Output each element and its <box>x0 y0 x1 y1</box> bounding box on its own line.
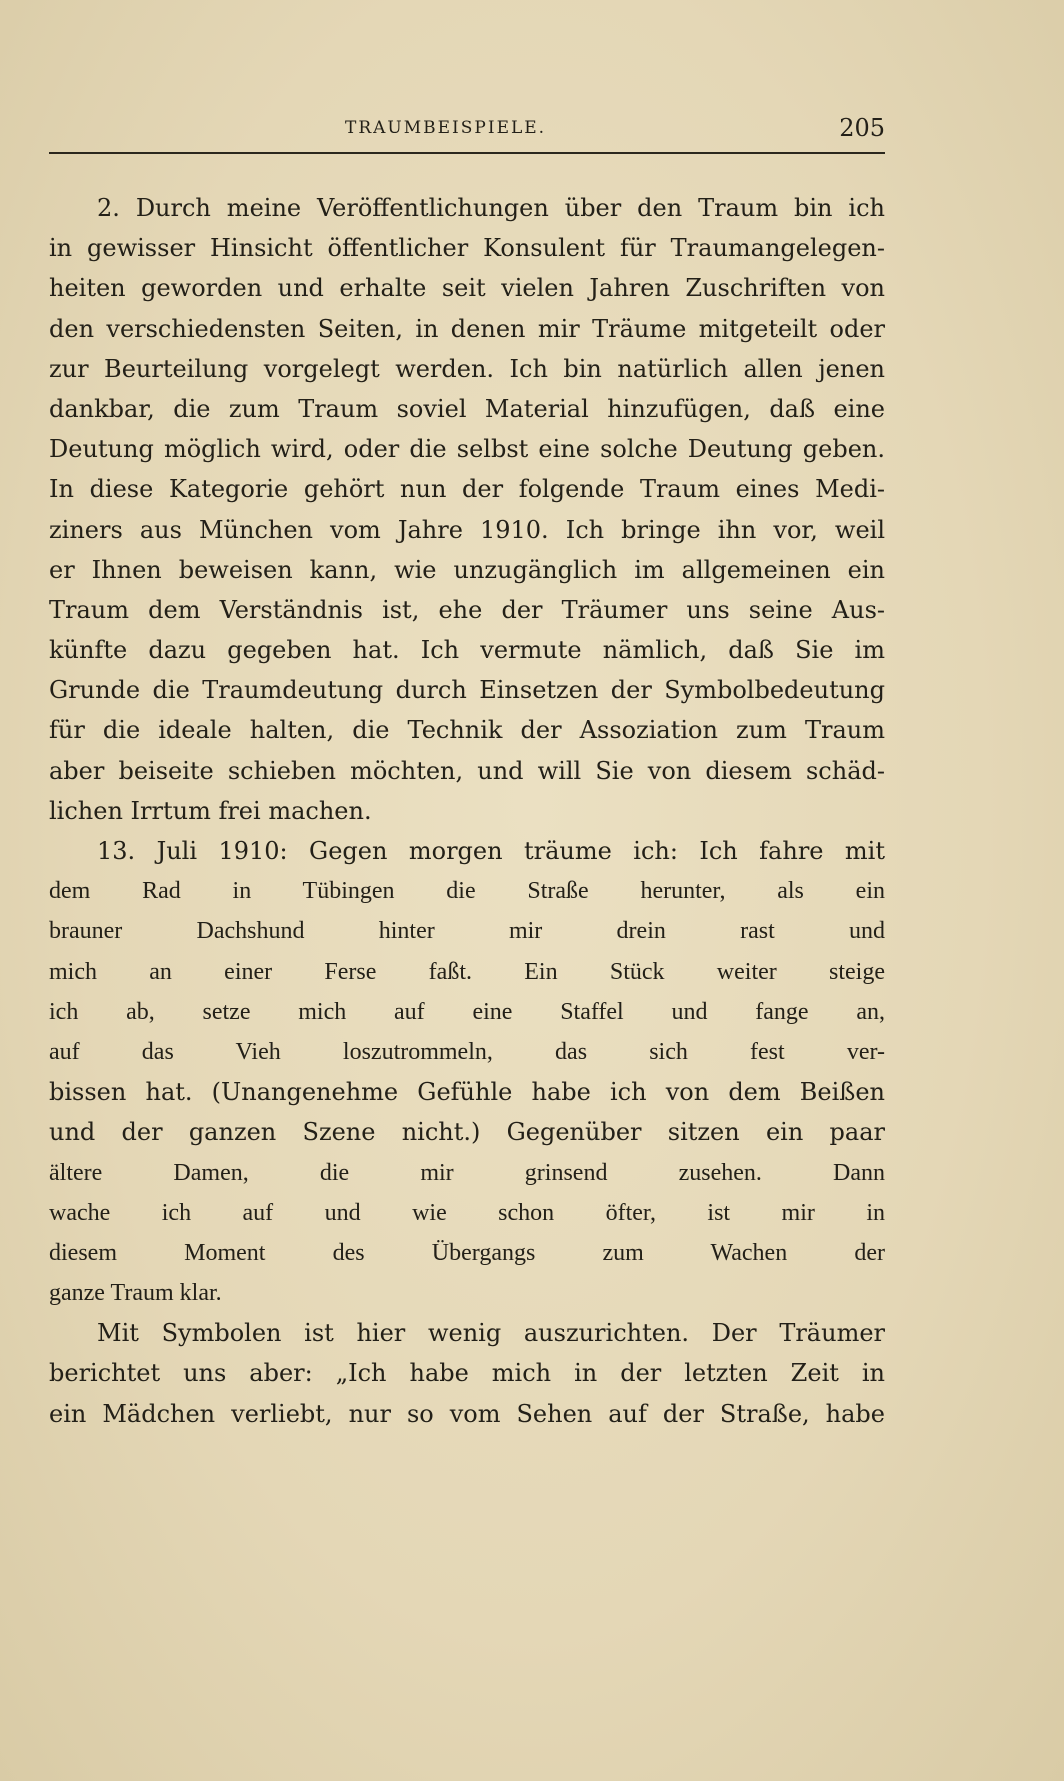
text-line: Mit Symbolen ist hier wenig auszurichten. Der Träumer <box>97 1319 885 1348</box>
text-line-spaced: brauner Dachshund hinter mir drein rast und <box>49 918 885 945</box>
text-line-spaced: mich an einer Ferse faßt. Ein Stück weiter steige <box>49 958 885 985</box>
text-line-spaced: wache ich auf und wie schon öfter, ist mir in <box>49 1199 885 1226</box>
header-rule <box>49 152 885 154</box>
text-line-spaced: ich ab, setze mich auf eine Staffel und fange an, <box>49 998 885 1025</box>
page-number: 205 <box>839 114 885 142</box>
body-text <box>49 188 885 1434</box>
text-line: aber beiseite schieben möchten, und will Sie von diesem schäd- <box>49 756 885 785</box>
text-line: Traum dem Verständnis ist, ehe der Träumer uns seine Aus- <box>49 595 885 624</box>
text-line: ein Mädchen verliebt, nur so vom Sehen auf der Straße, habe <box>49 1399 885 1428</box>
text-line: Grunde die Traumdeutung durch Einsetzen der Symbolbedeutung <box>49 676 885 705</box>
text-line: Deutung möglich wird, oder die selbst eine solche Deutung geben. <box>49 435 885 464</box>
text-line: in gewisser Hinsicht öffentlicher Konsulent für Traumangelegen- <box>49 234 885 263</box>
text-line: 2. Durch meine Veröffentlichungen über den Traum bin ich <box>97 194 885 222</box>
text-line: künfte dazu gegeben hat. Ich vermute nämlich, daß Sie im <box>49 636 885 665</box>
text-line: dankbar, die zum Traum soviel Material hinzufügen, daß eine <box>49 394 885 423</box>
running-title: TRAUMBEISPIELE. <box>345 118 547 138</box>
text-line: 13. Juli 1910: Gegen morgen träume ich: Ich fahre mit <box>97 837 885 865</box>
text-line: In diese Kategorie gehört nun der folgende Traum eines Medi- <box>49 475 885 504</box>
text-line: heiten geworden und erhalte seit vielen Jahren Zuschriften von <box>49 274 885 303</box>
text-line-spaced: ganze Traum klar. <box>49 1280 222 1307</box>
text-line: bissen hat. (Unangenehme Gefühle habe ich von dem Beißen <box>49 1078 885 1107</box>
text-line: und der ganzen Szene nicht.) Gegenüber sitzen ein paar <box>49 1118 885 1147</box>
running-head <box>49 114 885 148</box>
text-line-spaced: diesem Moment des Übergangs zum Wachen der <box>49 1239 885 1266</box>
text-line: für die ideale halten, die Technik der Assoziation zum Traum <box>49 716 885 745</box>
text-line: zur Beurteilung vorgelegt werden. Ich bin natürlich allen jenen <box>49 354 885 383</box>
text-line-spaced: ältere Damen, die mir grinsend zusehen. Dann <box>49 1159 885 1186</box>
text-line: den verschiedensten Seiten, in denen mir Träume mitgeteilt oder <box>49 314 885 343</box>
text-line-spaced: dem Rad in Tübingen die Straße herunter, als ein <box>49 878 885 905</box>
text-line: er Ihnen beweisen kann, wie unzugänglich im allgemeinen ein <box>49 555 885 584</box>
text-line: berichtet uns aber: „Ich habe mich in der letzten Zeit in <box>49 1359 885 1388</box>
text-line: ziners aus München vom Jahre 1910. Ich bringe ihn vor, weil <box>49 515 885 544</box>
text-line-spaced: auf das Vieh loszutrommeln, das sich fest ver- <box>49 1038 885 1065</box>
text-line: lichen Irrtum frei machen. <box>49 796 372 825</box>
